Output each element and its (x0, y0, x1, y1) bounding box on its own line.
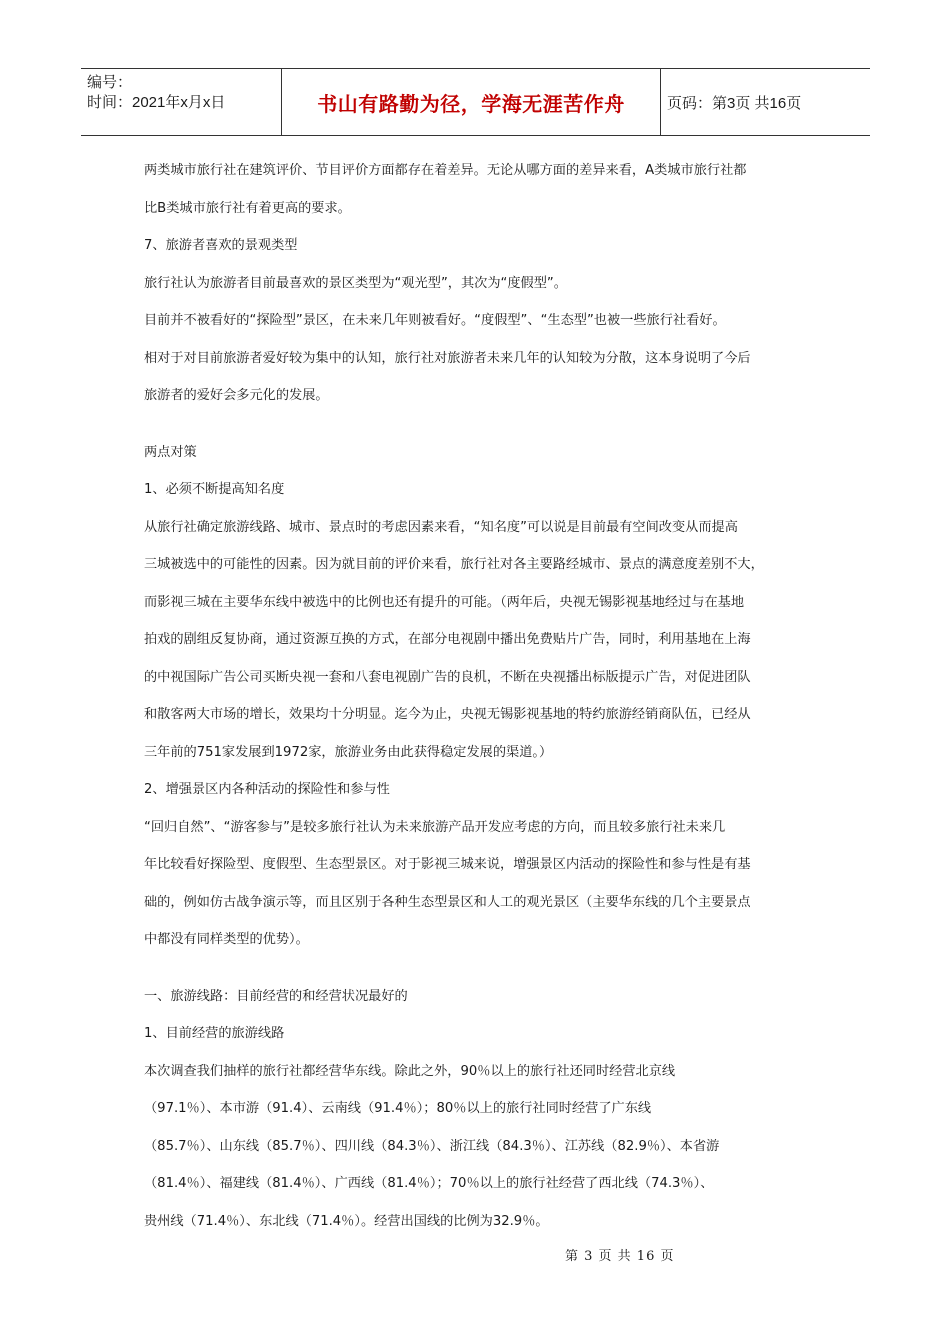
paragraph-line: 拍戏的剧组反复协商，通过资源互换的方式，在部分电视剧中播出免费贴片广告，同时，利用基地在上海 (144, 632, 751, 647)
paragraph-line: 旅行社认为旅游者目前最喜欢的景区类型为“观光型”，其次为“度假型”。 (144, 275, 567, 291)
page-footer: 第 3 页 共 16 页 (565, 1249, 675, 1264)
spacer (144, 415, 814, 434)
section-heading: 1、必须不断提高知名度 (144, 482, 285, 497)
paragraph-line: “回归自然”、“游客参与”是较多旅行社认为未来旅游产品开发应考虑的方向，而且较多旅行社未来几 (144, 819, 726, 835)
paragraph-line: 两类城市旅行社在建筑评价、节目评价方面都存在着差异。无论从哪方面的差异来看，A类城市旅行社都 (144, 163, 747, 178)
paragraph-line: 比B类城市旅行社有着更高的要求。 (144, 200, 351, 216)
paragraph-line: 相对于对目前旅游者爱好较为集中的认知，旅行社对旅游者未来几年的认知较为分散，这本身说明了今后 (144, 350, 751, 366)
time-label: 时间：2021年x月x日 (87, 94, 226, 111)
paragraph-line: 年比较看好探险型、度假型、生态型景区。对于影视三城来说，增强景区内活动的探险性和参与性是有基 (144, 857, 751, 872)
paragraph-line: 中都没有同样类型的优势）。 (144, 932, 309, 947)
section-heading: 一、旅游线路：目前经营的和经营状况最好的 (144, 988, 408, 1004)
header-page-info: 页码：第3页 共16页 (667, 94, 802, 112)
paragraph-line: （81.4％）、福建线（81.4％）、广西线（81.4％）；70％以上的旅行社经营了西北线（74.3％）、 (144, 1176, 714, 1191)
document-body (144, 152, 814, 1240)
paragraph-line: （85.7％）、山东线（85.7％）、四川线（84.3％）、浙江线（84.3％）、江苏线（82.9％）、本省游 (144, 1138, 720, 1154)
paragraph-line: 从旅行社确定旅游线路、城市、景点时的考虑因素来看，“知名度”可以说是目前最有空间改变从而提高 (144, 519, 738, 535)
paragraph-line: 三年前的751家发展到1972家，旅游业务由此获得稳定发展的渠道。） (144, 744, 553, 760)
page-header (81, 68, 870, 136)
paragraph-line: 本次调查我们抽样的旅行社都经营华东线。除此之外，90％以上的旅行社还同时经营北京线 (144, 1063, 676, 1079)
paragraph-line: 旅游者的爱好会多元化的发展。 (144, 388, 329, 403)
section-heading: 7、旅游者喜欢的景观类型 (144, 238, 298, 253)
paragraph-line: （97.1％）、本市游（91.4）、云南线（91.4％）；80％以上的旅行社同时经营了广东线 (144, 1101, 652, 1116)
spacer (144, 959, 814, 978)
paragraph-line: 三城被选中的可能性的因素。因为就目前的评价来看，旅行社对各主要路经城市、景点的满意度差别不大， (144, 557, 764, 572)
header-meta (81, 69, 282, 135)
paragraph-line: 础的，例如仿古战争演示等，而且区别于各种生态型景区和人工的观光景区（主要华东线的几个主要景点 (144, 894, 751, 910)
paragraph-line: 目前并不被看好的“探险型”景区，在未来几年则被看好。“度假型”、“生态型”也被一些旅行社看好。 (144, 313, 726, 328)
section-heading: 1、目前经营的旅游线路 (144, 1026, 285, 1041)
paragraph-line: 和散客两大市场的增长，效果均十分明显。迄今为止，央视无锡影视基地的特约旅游经销商队伍，已经从 (144, 707, 751, 722)
header-motto: 书山有路勤为径，学海无涯苦作舟 (282, 69, 661, 135)
paragraph-line: 而影视三城在主要华东线中被选中的比例也还有提升的可能。（两年后，央视无锡影视基地经过与在基地 (144, 594, 745, 610)
section-heading: 2、增强景区内各种活动的探险性和参与性 (144, 782, 390, 797)
section-heading: 两点对策 (144, 444, 197, 460)
paragraph-line: 的中视国际广告公司买断央视一套和八套电视剧广告的良机，不断在央视播出标版提示广告，对促进团队 (144, 669, 751, 685)
serial-label: 编号： (87, 74, 133, 91)
paragraph-line: 贵州线（71.4％）、东北线（71.4％）。经营出国线的比例为32.9％。 (144, 1213, 549, 1229)
